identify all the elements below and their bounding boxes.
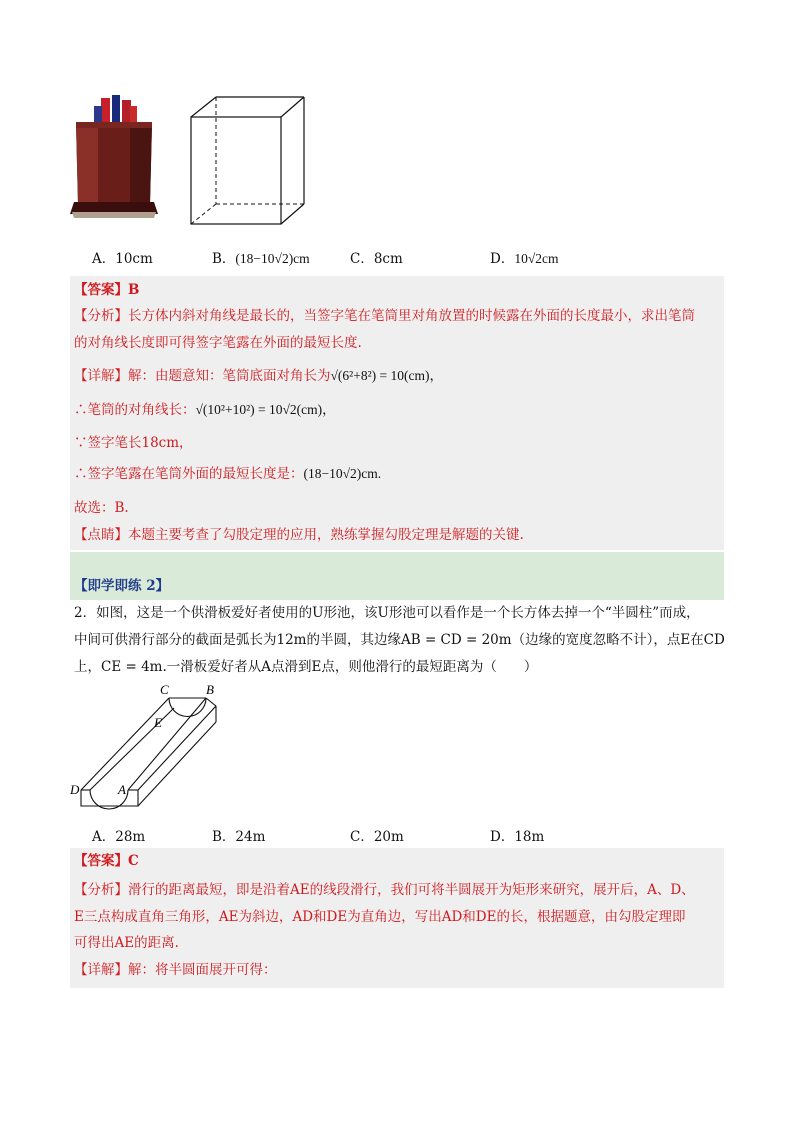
q1-option-b-expr: (18−10√2)cm [235, 251, 310, 266]
q1-detail-line1 [74, 366, 443, 386]
q1-answer: 【答案】B [74, 282, 140, 298]
q1-detail-line2-text: ∴笔筒的对角线长： [74, 402, 196, 418]
q2-analysis-line2: E三点构成直角三角形，AE为斜边，AD和DE为直角边，写出AD和DE的长，根据题意，由勾股定理即 [74, 909, 686, 925]
q1-analysis-line1: 【分析】长方体内斜对角线是最长的，当签字笔在笔筒里对角放置的时候露在外面的长度最小，求出笔筒 [74, 308, 695, 324]
q2-option-a: A．28m [92, 829, 146, 845]
u-pool-diagram [66, 682, 226, 816]
section-title: 【即学即练 2】 [74, 578, 170, 594]
q1-detail-line4 [74, 464, 381, 484]
q2-option-d: D．18m [490, 829, 545, 845]
q1-option-d [490, 247, 558, 267]
cuboid-diagram [186, 92, 312, 232]
q1-detail-line2 [74, 400, 336, 420]
q1-option-c: C．8cm [350, 251, 403, 267]
q1-detail-line4-text: ∴签字笔露在笔筒外面的最短长度是： [74, 466, 304, 482]
label-c: C [160, 682, 169, 697]
q2-analysis-line3: 可得出AE的距离. [74, 935, 179, 951]
label-a: A [118, 782, 126, 797]
q1-option-b-prefix: B． [212, 251, 236, 267]
q2-answer: 【答案】C [74, 853, 139, 869]
q1-comment: 【点睛】本题主要考查了勾股定理的应用，熟练掌握勾股定理是解题的关键. [74, 527, 524, 543]
q2-option-c: C．20m [350, 829, 404, 845]
q1-option-d-expr: 10√2cm [514, 251, 559, 266]
q1-detail-line4-expr: (18−10√2)cm. [303, 466, 382, 481]
q1-detail-line1-text: 【详解】解：由题意知：笔筒底面对角长为 [74, 368, 331, 384]
q1-option-d-prefix: D． [490, 251, 515, 267]
label-e: E [154, 715, 162, 730]
q1-option-b [212, 247, 310, 267]
q1-detail-line2-expr: √(10²+10²) = 10√2(cm)， [195, 402, 336, 417]
q1-detail-line1-expr: √(6²+8²) = 10(cm)， [330, 368, 443, 383]
q2-detail: 【详解】解：将半圆面展开可得： [74, 962, 277, 978]
pen-holder-photo [70, 92, 160, 222]
q2-stem-line2: 中间可供滑行部分的截面是弧长为12m的半圆，其边缘AB = CD = 20m（边缘的宽度忽略不计），点E在CD [74, 632, 725, 648]
q2-analysis-line1: 【分析】滑行的距离最短，即是沿着AE的线段滑行，我们可将半圆展开为矩形来研究，展开后，A、D、 [74, 882, 695, 898]
q1-analysis-line2: 的对角线长度即可得签字笔露在外面的最短长度. [74, 335, 362, 351]
label-d: D [70, 782, 80, 797]
q1-option-a: A．10cm [92, 251, 153, 267]
label-b: B [206, 682, 214, 697]
q2-stem-line3: 上，CE = 4m.一滑板爱好者从A点滑到E点，则他滑行的最短距离为（ ） [74, 659, 538, 675]
q1-detail-line3: ∵签字笔长18cm， [74, 435, 193, 451]
q2-stem-line1: 2．如图，这是一个供滑板爱好者使用的U形池，该U形池可以看作是一个长方体去掉一个“半圆柱”而成， [74, 605, 700, 621]
q1-detail-line5: 故选：B. [74, 500, 129, 516]
q2-option-b: B．24m [212, 829, 266, 845]
